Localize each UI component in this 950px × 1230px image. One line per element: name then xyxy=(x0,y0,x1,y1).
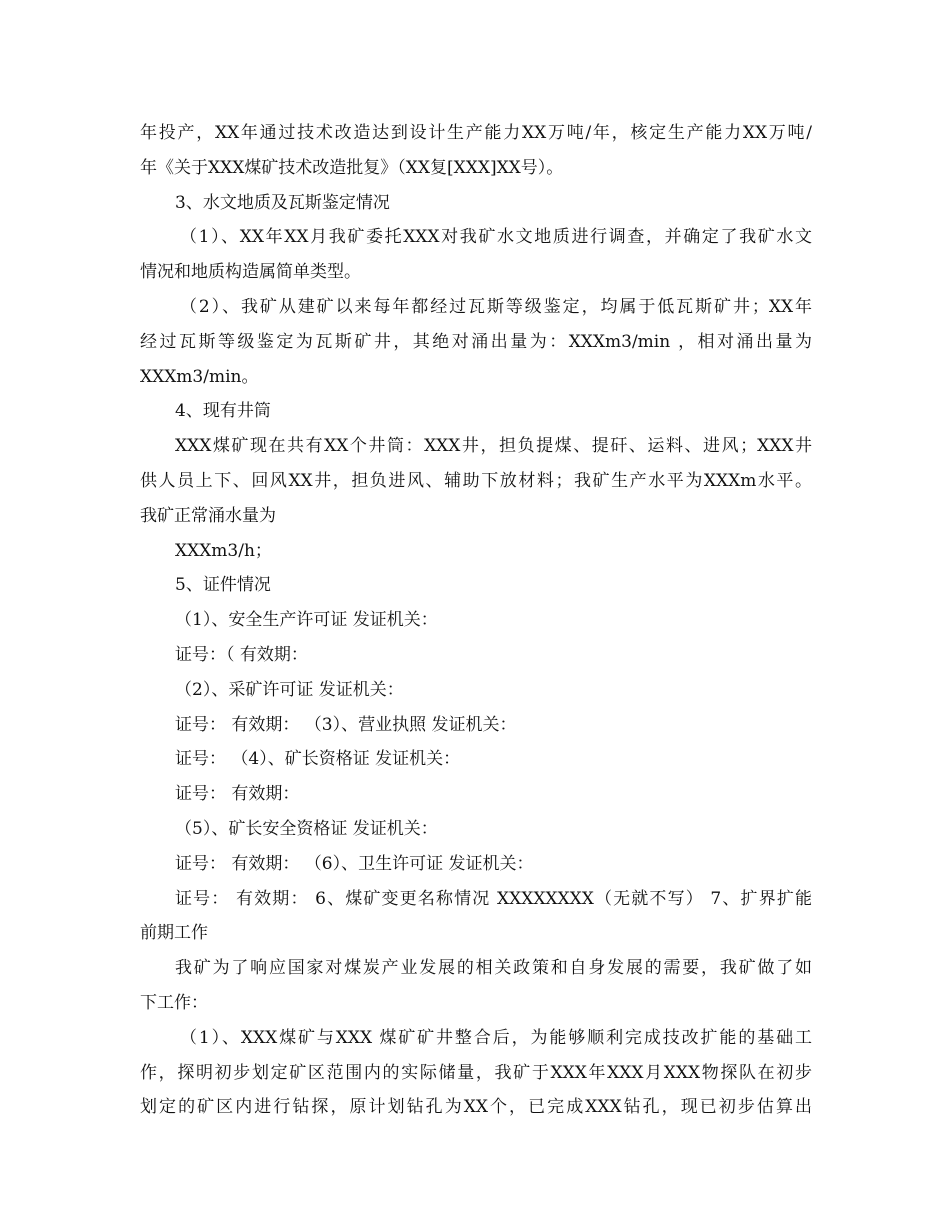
text-line: 证号： （4）、矿长资格证 发证机关： xyxy=(175,749,461,770)
text-line: 我矿为了响应国家对煤炭产业发展的相关政策和自身发展的需要，我矿做了如 xyxy=(175,958,812,979)
text-line: XXXm3/min。 xyxy=(140,366,259,387)
text-line: XXXm3/h； xyxy=(175,540,272,561)
text-line: XXX煤矿现在共有XX个井筒：XXX井，担负提煤、提矸、运料、进风；XXX井 xyxy=(175,436,812,457)
text-line: 我矿正常涌水量为 xyxy=(140,505,276,526)
text-line: （1）、安全生产许可证 发证机关： xyxy=(175,610,438,631)
text-line: 情况和地质构造属简单类型。 xyxy=(140,262,361,283)
text-line: 证号： 有效期： 6、煤矿变更名称情况 XXXXXXXX（无就不写） 7、扩界扩能 xyxy=(175,888,812,909)
text-line: 供人员上下、回风XX井，担负进风、辅助下放材料；我矿生产水平为XXXm水平。 xyxy=(140,470,812,491)
text-line: 经过瓦斯等级鉴定为瓦斯矿井，其绝对涌出量为：XXXm3/min ，相对涌出量为 xyxy=(140,331,812,352)
text-line: （2）、采矿许可证 发证机关： xyxy=(175,679,404,700)
document-body xyxy=(140,116,812,1125)
text-line: 划定的矿区内进行钻探，原计划钻孔为XX个，已完成XXX钻孔，现已初步估算出 xyxy=(140,1097,812,1118)
text-line: 作，探明初步划定矿区范围内的实际储量，我矿于XXX年XXX月XXX物探队在初步 xyxy=(140,1062,812,1083)
text-line: 前期工作 xyxy=(140,923,208,944)
section-heading: 4、现有井筒 xyxy=(175,401,271,422)
text-line: （1）、XX年XX月我矿委托XXX对我矿水文地质进行调查，并确定了我矿水文 xyxy=(180,227,812,248)
section-heading: 5、证件情况 xyxy=(175,575,271,596)
text-line: 下工作： xyxy=(140,992,208,1013)
text-line: 证号： 有效期： （6）、卫生许可证 发证机关： xyxy=(175,853,534,874)
section-heading: 3、水文地质及瓦斯鉴定情况 xyxy=(175,192,390,213)
text-line: 证号： 有效期： （3）、营业执照 发证机关： xyxy=(175,714,517,735)
text-line: 证号： 有效期： xyxy=(175,784,300,805)
text-line: 证号：（ 有效期： xyxy=(175,644,308,665)
text-line: 年《关于XXX煤矿技术改造批复》（XX复[XXX]XX号）。 xyxy=(140,157,564,178)
text-line: （5）、矿长安全资格证 发证机关： xyxy=(175,818,438,839)
text-line: （2）、我矿从建矿以来每年都经过瓦斯等级鉴定，均属于低瓦斯矿井；XX年 xyxy=(180,296,812,317)
text-line: （1）、XXX煤矿与XXX 煤矿矿井整合后，为能够顺利完成技改扩能的基础工 xyxy=(180,1027,812,1048)
text-line: 年投产，XX年通过技术改造达到设计生产能力XX万吨/年，核定生产能力XX万吨/ xyxy=(140,123,812,143)
